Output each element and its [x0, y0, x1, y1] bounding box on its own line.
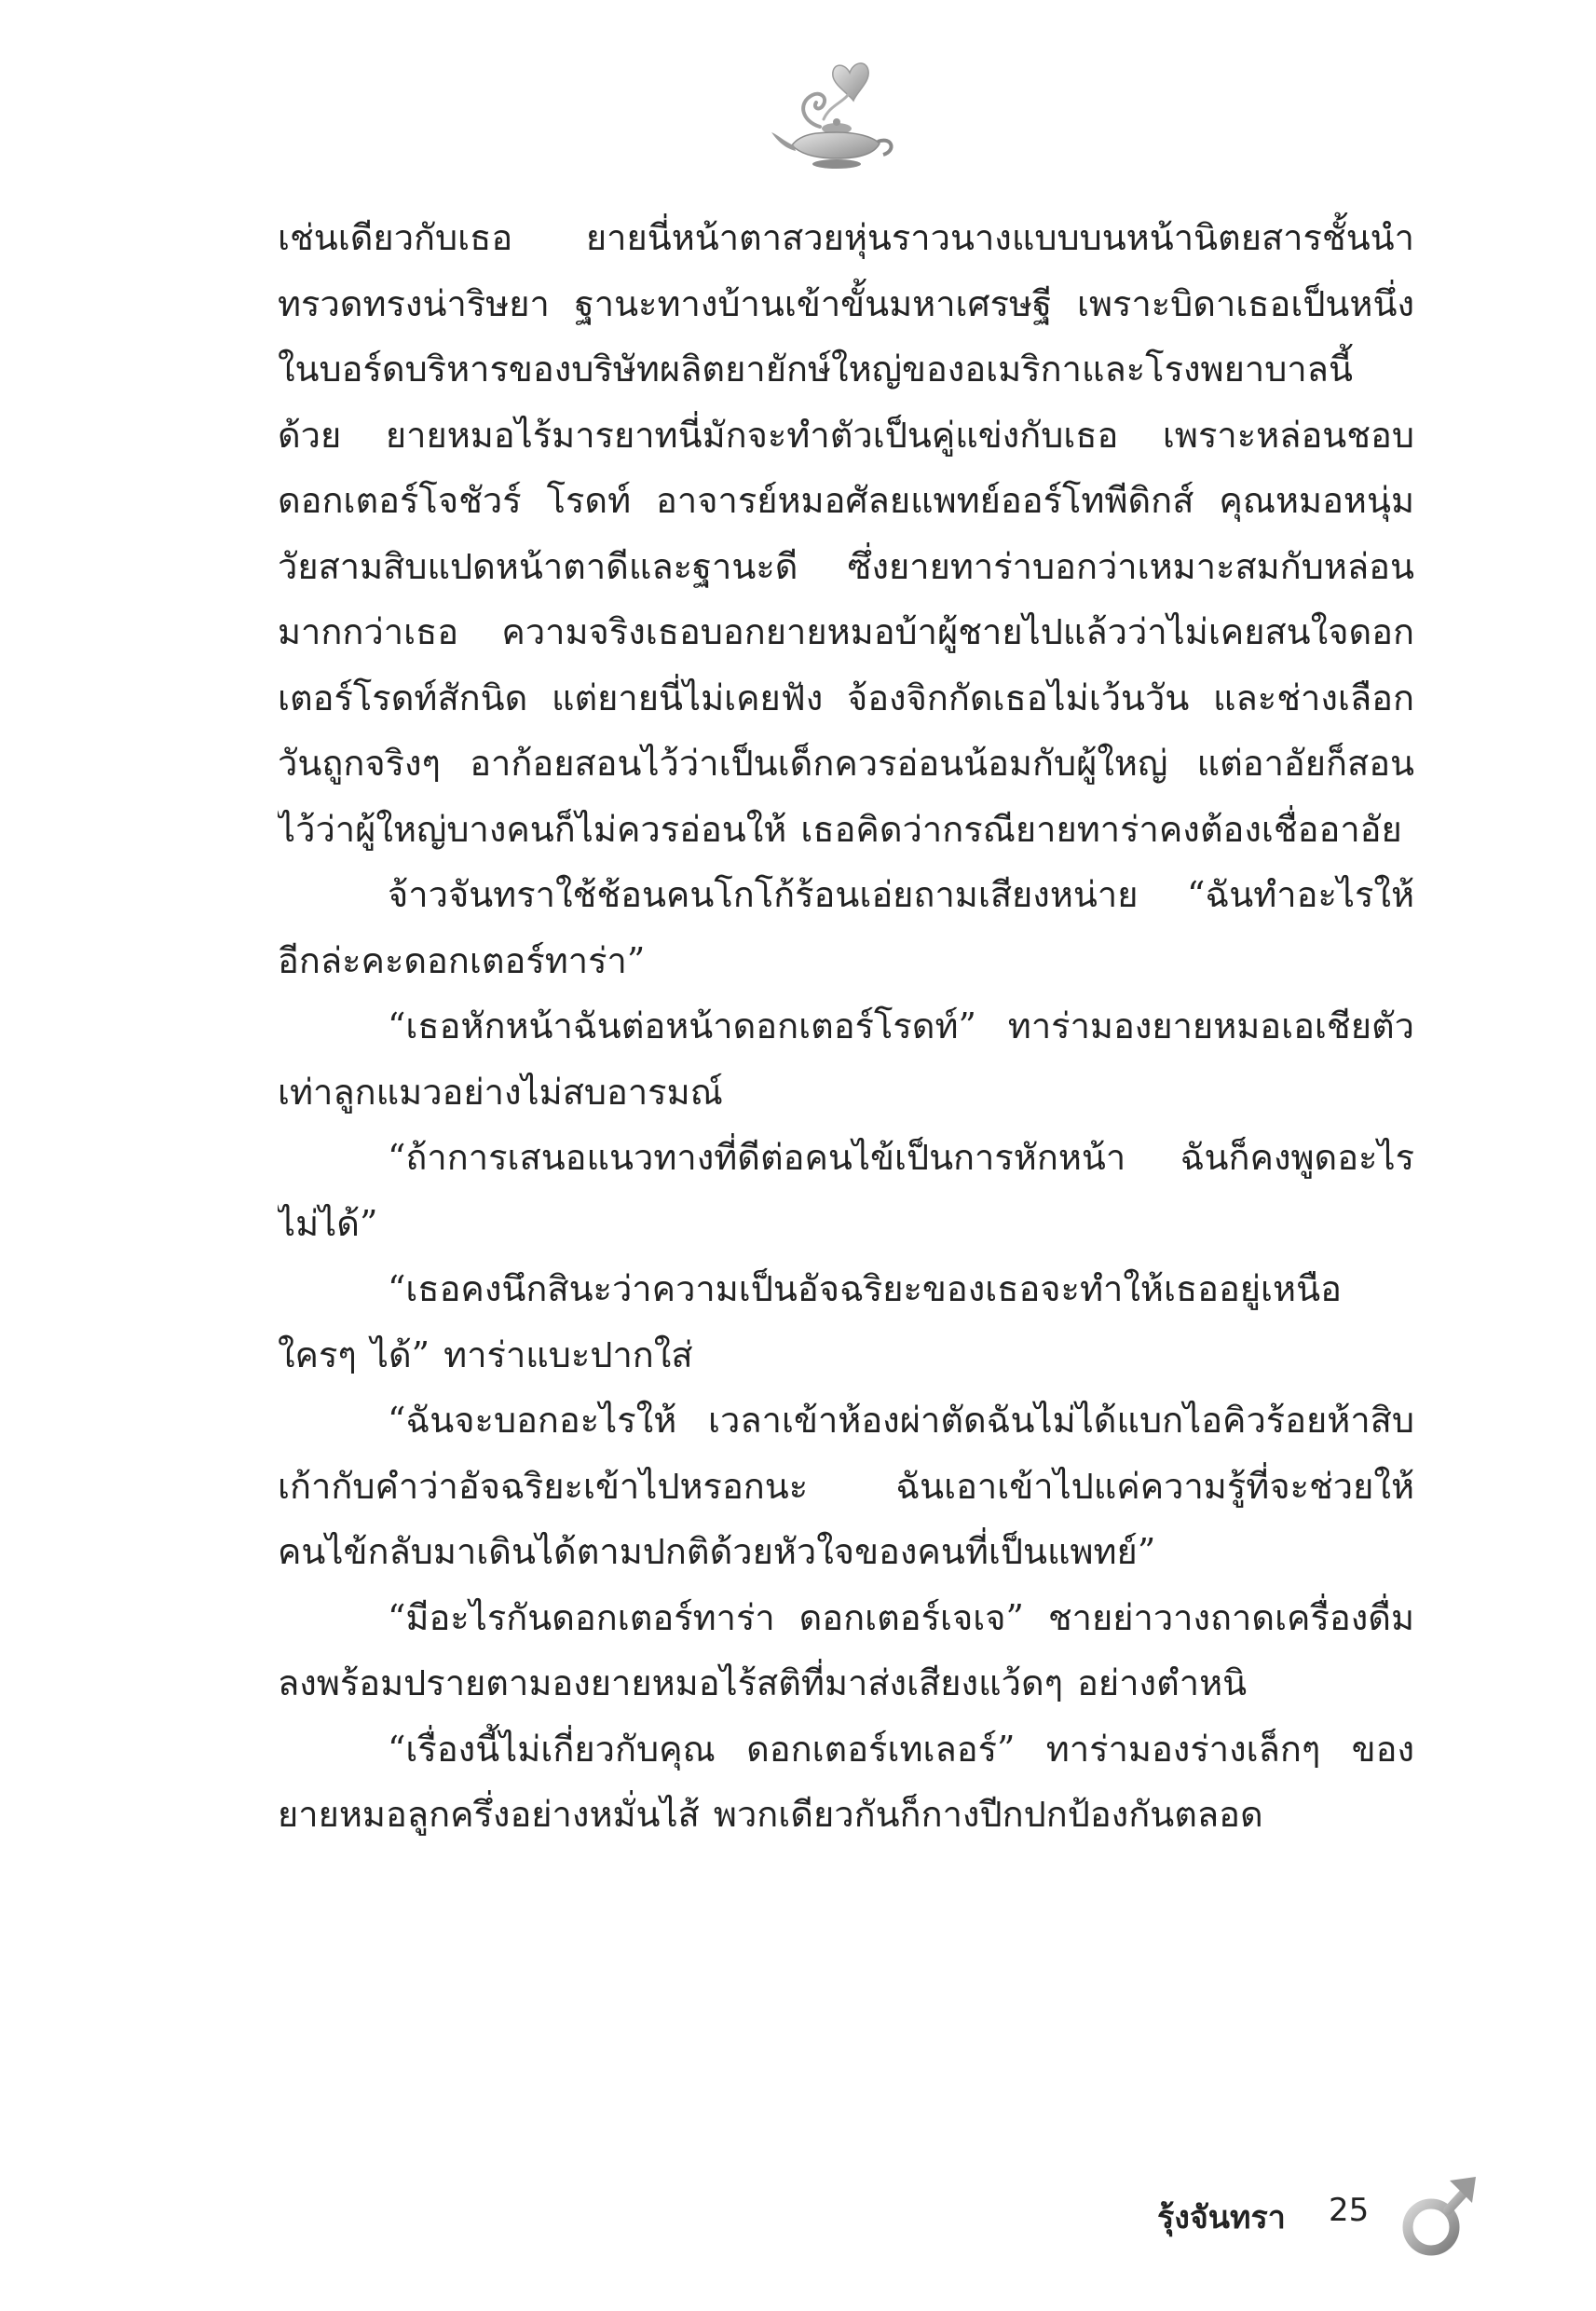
paragraph: “ถ้าการเสนอแนวทางที่ดีต่อคนไข้เป็นการหักหน้า ฉันก็คงพูดอะไรไม่ได้” [278, 1137, 1414, 1244]
paragraph: “เรื่องนี้ไม่เกี่ยวกับคุณ ดอกเตอร์เทเลอร์” ทาร่ามองร่างเล็กๆ ของยายหมอลูกครึ่งอย่างหมั่นไส้ พวกเดียวกันก็กางปีกปกป้องกันตลอด [278, 1728, 1414, 1835]
paragraph: “ฉันจะบอกอะไรให้ เวลาเข้าห้องผ่าตัดฉันไม่ได้แบกไอคิวร้อยห้าสิบเก้ากับคำว่าอัจฉริยะเข้าไปหรอกนะ ฉันเอาเข้าไปแค่ความรู้ที่จะช่วยให้คนไข้กลับมาเดินได้ตามปกติด้วยหัวใจของคนที่เป็นแพทย์” [278, 1400, 1414, 1572]
book-title: รุ้งจันทรา [1157, 2199, 1286, 2236]
paragraph: “มีอะไรกันดอกเตอร์ทาร่า ดอกเตอร์เจเจ” ชายย่าวางถาดเครื่องดื่มลงพร้อมปรายตามองยายหมอไร้สติที่มาส่งเสียงแว้ดๆ อย่างตำหนิ [278, 1596, 1414, 1703]
male-symbol-icon [1398, 2171, 1481, 2264]
paragraph: จ้าวจันทราใช้ช้อนคนโกโก้ร้อนเอ่ยถามเสียงหน่าย “ฉันทำอะไรให้อีกล่ะคะดอกเตอร์ทาร่า” [278, 874, 1414, 981]
genie-lamp-icon [764, 54, 904, 175]
page-footer [1071, 2171, 1481, 2274]
paragraph: เช่นเดียวกับเธอ ยายนี่หน้าตาสวยหุ่นราวนางแบบบนหน้านิตยสารชั้นนำ ทรวดทรงน่าริษยา ฐานะทางบ้านเข้าขั้นมหาเศรษฐี เพราะบิดาเธอเป็นหนึ่งในบอร์ดบริหารของบริษัทผลิตยายักษ์ใหญ่ของอเมริกาและโรงพยาบาลนี้ด้วย ยายหมอไร้มารยาทนี่มักจะทำตัวเป็นคู่แข่งกับเธอ เพราะหล่อนชอบ ดอกเตอร์โจชัวร์ โรดท์ อาจารย์หมอศัลยแพทย์ออร์โทพีดิกส์ คุณหมอหนุ่มวัยสามสิบแปดหน้าตาดีและฐานะดี ซึ่งยายทาร่าบอกว่าเหมาะสมกับหล่อนมากกว่าเธอ ความจริงเธอบอกยายหมอบ้าผู้ชายไปแล้วว่าไม่เคยสนใจดอกเตอร์โรดท์สักนิด แต่ยายนี่ไม่เคยฟัง จ้องจิกกัดเธอไม่เว้นวัน และช่างเลือกวันถูกจริงๆ อาก้อยสอนไว้ว่าเป็นเด็กควรอ่อนน้อมกับผู้ใหญ่ แต่อาอัยก็สอนไว้ว่าผู้ใหญ่บางคนก็ไม่ควรอ่อนให้ เธอคิดว่ากรณียายทาร่าคงต้องเชื่ออาอัย [278, 217, 1414, 850]
paragraph: “เธอหักหน้าฉันต่อหน้าดอกเตอร์โรดท์” ทาร่ามองยายหมอเอเชียตัวเท่าลูกแมวอย่างไม่สบอารมณ์ [278, 1005, 1414, 1113]
body-text [278, 205, 1414, 2069]
paragraph: “เธอคงนึกสินะว่าความเป็นอัจฉริยะของเธอจะทำให้เธออยู่เหนือใครๆ ได้” ทาร่าแบะปากใส่ [278, 1268, 1342, 1375]
page-number: 25 [1329, 2192, 1370, 2229]
